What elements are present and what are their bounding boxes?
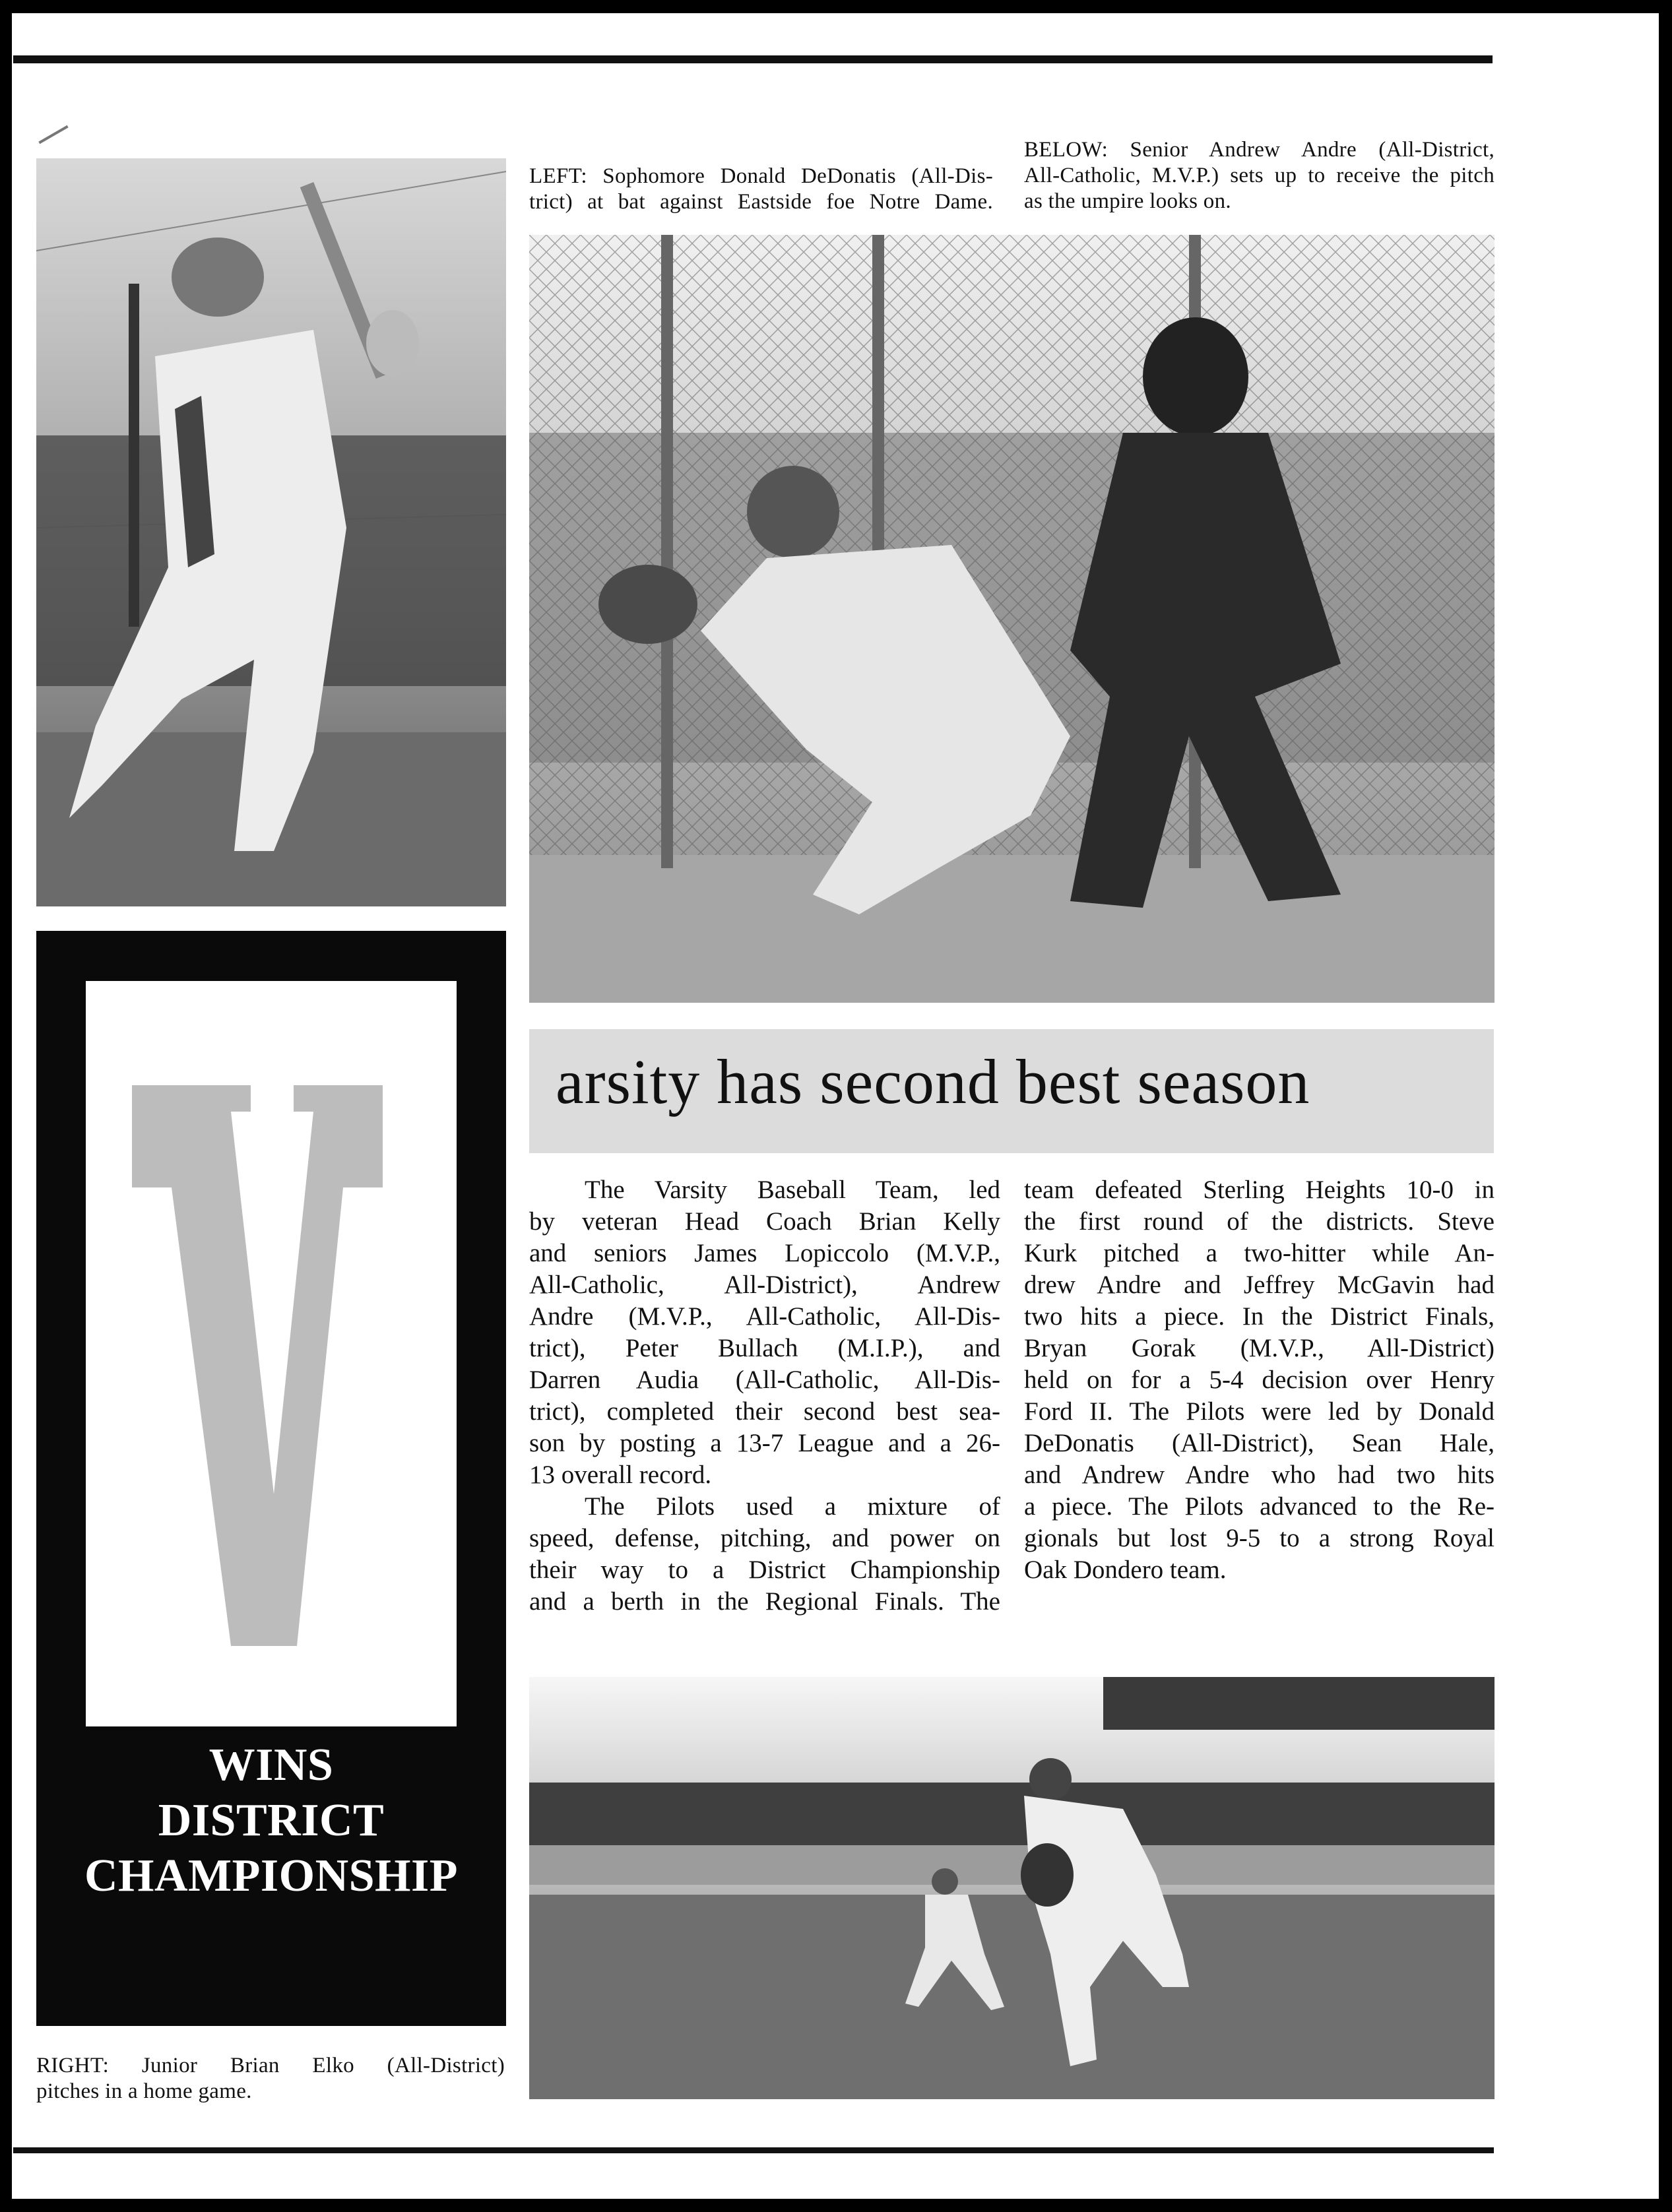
article-line: held on for a 5-4 decision over Henry [1024,1366,1495,1394]
article-line: Bryan Gorak (M.V.P., All-District) [1024,1334,1495,1362]
left-photo-caption [529,164,993,215]
article-line: a piece. The Pilots advanced to the Re- [1024,1492,1495,1521]
right-photo-caption [36,2053,505,2104]
article-line: trict), completed their second best sea- [529,1397,1000,1426]
article-line: trict), Peter Bullach (M.I.P.), and [529,1334,1000,1362]
page-frame-left [0,0,12,2212]
catcher-umpire-photo [529,235,1495,1003]
article-line: The Pilots used a mixture of [585,1492,1000,1521]
article-line: 13 overall record. [529,1461,712,1489]
caption-line: All-Catholic, M.V.P.) sets up to receive the pitch [1024,164,1495,187]
article-line: the first round of the districts. Steve [1024,1207,1495,1236]
article-line: by veteran Head Coach Brian Kelly [529,1207,1000,1236]
article-line: team defeated Sterling Heights 10-0 in [1024,1176,1495,1204]
article-line: Darren Audia (All-Catholic, All-Dis- [529,1366,1000,1394]
page-frame-bottom [0,2199,1672,2212]
article-line: and a berth in the Regional Finals. The [529,1587,1000,1616]
article-line: and seniors James Lopiccolo (M.V.P., [529,1239,1000,1267]
stray-mark [38,125,68,144]
article-line: The Varsity Baseball Team, led [585,1176,1000,1204]
subtitle-line: DISTRICT [158,1795,385,1846]
article-line: drew Andre and Jeffrey McGavin had [1024,1271,1495,1299]
headline: arsity has second best season [556,1046,1310,1117]
subtitle-line: WINS [209,1740,334,1790]
caption-line: BELOW: Senior Andrew Andre (All-District, [1024,138,1495,162]
article-line: and Andrew Andre who had two hits [1024,1461,1495,1489]
caption-line: LEFT: Sophomore Donald DeDonatis (All-Dis- [529,164,993,188]
pitcher-photo [529,1677,1495,2099]
article-line: Oak Dondero team. [1024,1556,1227,1584]
article-line: All-Catholic, All-District), Andrew [529,1271,1000,1299]
article-line: DeDonatis (All-District), Sean Hale, [1024,1429,1495,1457]
caption-line: pitches in a home game. [36,2079,252,2103]
bottom-rule [13,2147,1494,2153]
article-column-1 [529,1174,1000,1618]
below-photo-caption [1024,137,1495,214]
caption-line: as the umpire looks on. [1024,189,1231,213]
top-rule [13,55,1493,63]
v-drop-letter [132,1085,409,1646]
article-line: their way to a District Championship [529,1556,1000,1584]
batter-photo [36,158,506,906]
article-line: son by posting a 13-7 League and a 26- [529,1429,1000,1457]
article-column-2 [1024,1174,1495,1586]
caption-line: RIGHT: Junior Brian Elko (All-District) [36,2054,505,2077]
article-line: speed, defense, pitching, and power on [529,1524,1000,1552]
panel-subtitle [36,1738,506,1904]
caption-line: trict) at bat against Eastside foe Notre Dame. [529,190,993,214]
page-frame-right [1659,0,1672,2212]
subtitle-line: CHAMPIONSHIP [84,1850,458,1901]
article-line: two hits a piece. In the District Finals, [1024,1302,1495,1331]
article-line: Kurk pitched a two-hitter while An- [1024,1239,1495,1267]
article-line: Andre (M.V.P., All-Catholic, All-Dis- [529,1302,1000,1331]
article-line: Ford II. The Pilots were led by Donald [1024,1397,1495,1426]
page-frame-top [0,0,1672,13]
article-line: gionals but lost 9-5 to a strong Royal [1024,1524,1495,1552]
